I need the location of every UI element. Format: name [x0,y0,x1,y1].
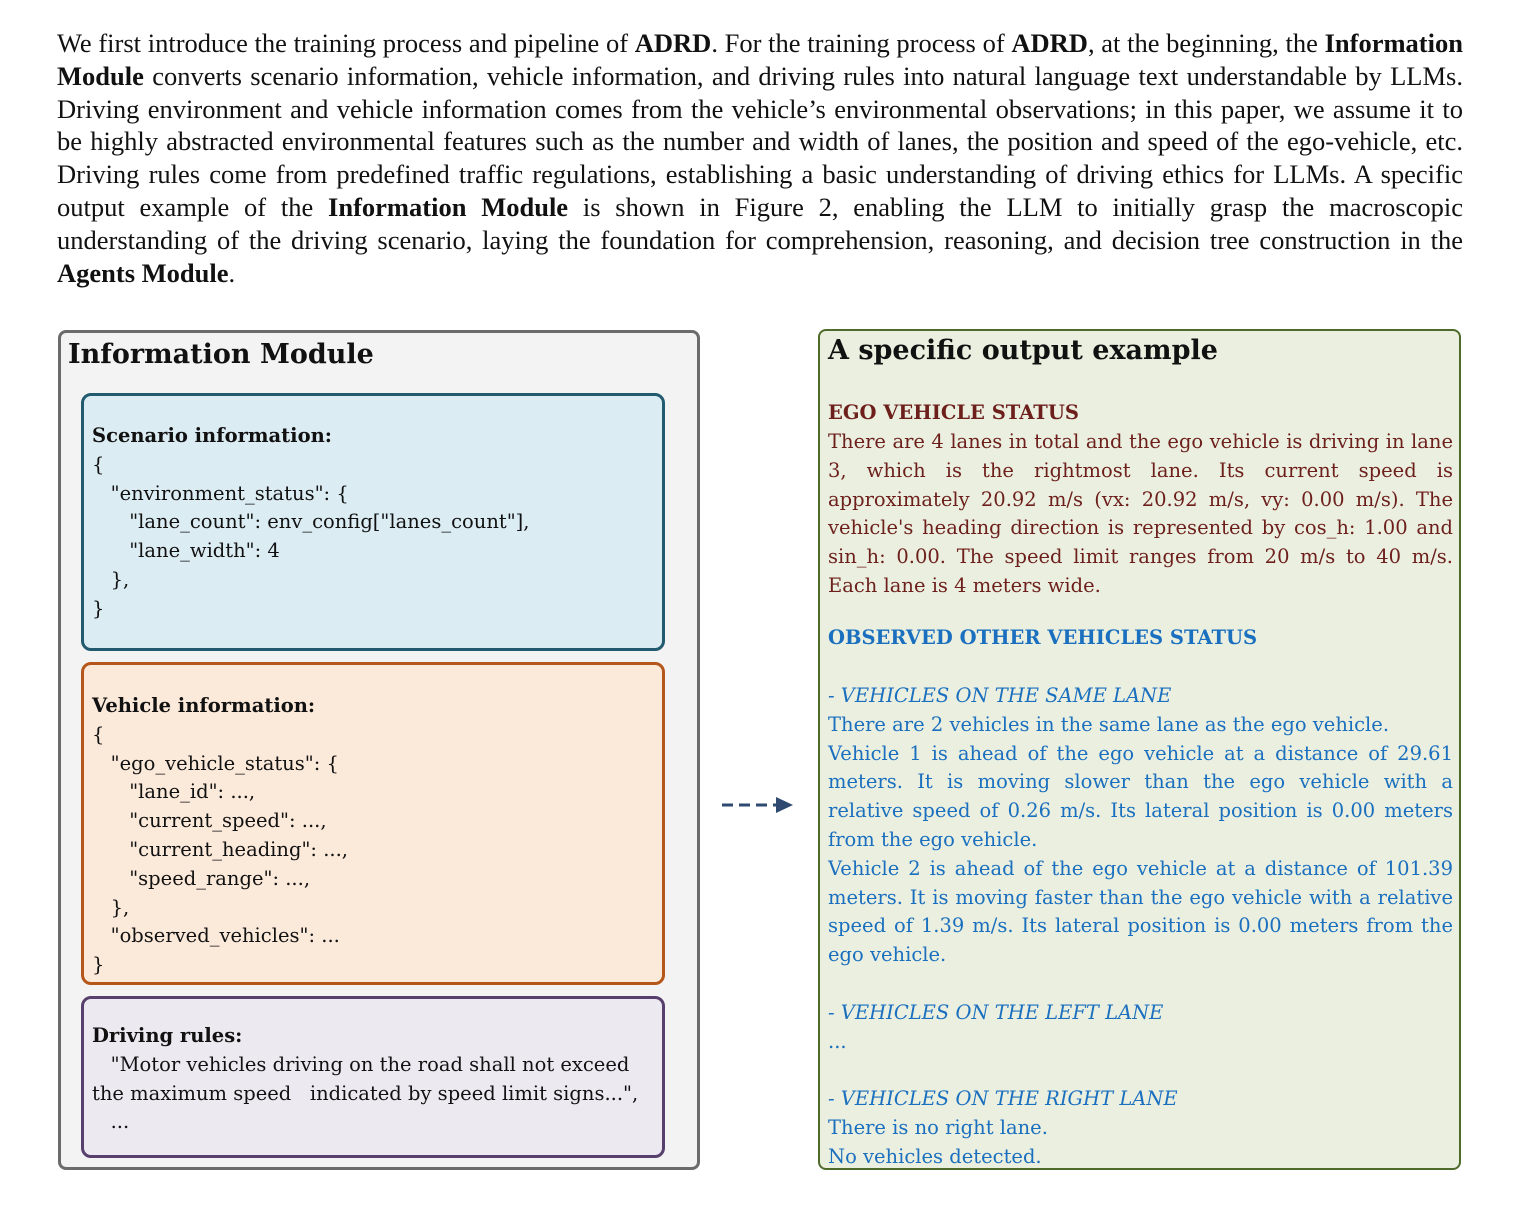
right-lane-line-2: No vehicles detected. [828,1144,1042,1168]
para-bold-adrd-2: ADRD [1011,28,1088,58]
vehicle-2-description: Vehicle 2 is ahead of the ego vehicle at a distance of 101.39 meters. It is moving faster than the ego vehicle with a relative speed of 1.39 m/s. Its lateral position is 0.00 meters from the ego vehicle. [828,856,1453,967]
para-text-5: is shown in Figure 2, enabling the LLM to initially grasp the macroscopic understanding of the driving scenario, laying the foundation for comprehension, reasoning, and decision tree construction in the [57,191,1464,255]
same-lane-count: There are 2 vehicles in the same lane as the ego vehicle. [828,712,1390,736]
right-lane-line-1: There is no right lane. [828,1115,1048,1139]
intro-paragraph [57,27,1463,289]
para-text-6: . [228,257,236,288]
vehicle-information-box [81,662,665,985]
rules-code: "Motor vehicles driving on the road shall not exceed the maximum speed indicated by speed limit signs...", ... [92,1052,639,1134]
information-module-title: Information Module [68,339,374,370]
rules-heading: Driving rules: [92,1024,243,1047]
output-example-title: A specific output example [828,335,1218,366]
para-bold-info-module-2: Information Module [328,191,569,222]
ego-vehicle-status-heading: EGO VEHICLE STATUS [828,401,1079,424]
vehicle-code: { "ego_vehicle_status": { "lane_id": ..., "current_speed": ..., "current_heading": ..., "speed_range": ..., }, "observed_vehicles": ... } [92,722,348,977]
vehicle-1-description: Vehicle 1 is ahead of the ego vehicle at a distance of 29.61 meters. It is moving slower than the ego vehicle with a relative speed of 0.26 m/s. Its lateral position is 0.00 meters from the ego vehicle. [828,741,1453,851]
para-text-2: . For the training process of [711,28,1012,58]
scenario-heading: Scenario information: [92,424,332,447]
dashed-arrow-icon [718,793,798,817]
para-text-4: converts scenario information, vehicle information, and driving rules into natural language text understandable by LLMs. Driving environment and vehicle information comes from the vehicle’s environmental observations; in this paper, we assume it to be highly abstracted environmental features such as the number and width of lanes, the position and speed of the ego-vehicle, etc. Driving rules come from predefined traffic regulations, establishing a basic understanding of driving ethics for LLMs. A specific output example of the [57,60,1463,222]
left-lane-heading: - VEHICLES ON THE LEFT LANE [828,1000,1164,1024]
vehicle-heading: Vehicle information: [92,694,316,717]
output-example-panel [818,329,1461,1170]
para-bold-adrd-1: ADRD [634,28,712,58]
ego-vehicle-status-text: There are 4 lanes in total and the ego vehicle is driving in lane 3, which is the rightmost lane. Its current speed is approximately 20.92 m/s (vx: 20.92 m/s, vy: 0.00 m/s). The vehicle's heading direction is represented by cos_h: 1.00 and sin_h: 0.00. The speed limit ranges from 20 m/s to 40 m/s. Each lane is 4 meters wide. [828,430,1453,597]
observed-vehicles-body [828,682,1453,1172]
information-module-panel [58,330,700,1170]
scenario-information-box [81,393,665,651]
same-lane-heading: - VEHICLES ON THE SAME LANE [828,684,1172,707]
driving-rules-box [81,996,665,1158]
observed-vehicles-heading: OBSERVED OTHER VEHICLES STATUS [828,626,1258,649]
para-bold-agents-module: Agents Module [57,257,229,288]
para-bold-info-module-1: Information Module [57,28,1463,91]
right-lane-heading: - VEHICLES ON THE RIGHT LANE [828,1087,1178,1111]
para-text-1: We first introduce the training process and pipeline of [57,28,635,58]
scenario-code: { "environment_status": { "lane_count": env_config["lanes_count"], "lane_width": 4 }, } [92,452,530,620]
left-lane-text: ... [828,1029,847,1053]
para-text-3: , at the beginning, the [1087,28,1325,58]
